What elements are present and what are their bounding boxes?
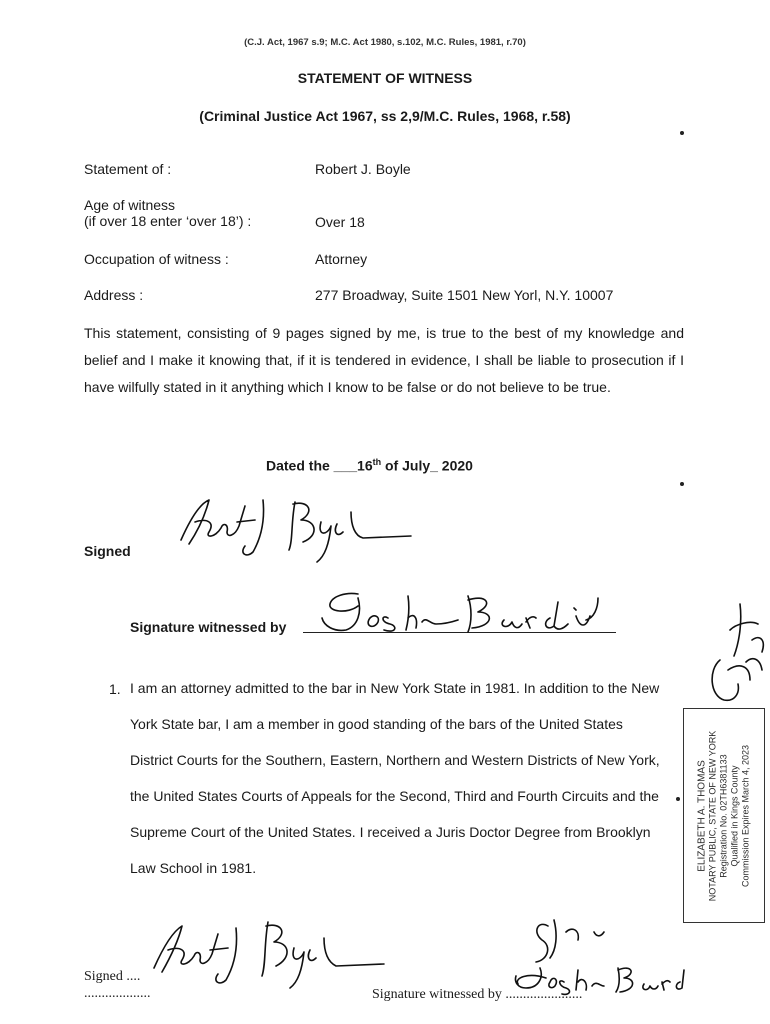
- notary-stamp: [683, 708, 765, 923]
- dated-superscript: th: [372, 457, 382, 467]
- document-title: STATEMENT OF WITNESS: [297, 70, 473, 86]
- footer-dots: ...................: [84, 986, 151, 1001]
- footer-author-signature: [148, 912, 388, 992]
- signed-label: Signed: [84, 543, 131, 559]
- occupation-value: Attorney: [315, 251, 368, 267]
- notary-name: ELIZABETH A. THOMAS: [696, 759, 708, 872]
- ink-dot: [680, 131, 684, 135]
- dated-suffix: of July_ 2020: [381, 457, 473, 474]
- notary-title: NOTARY PUBLIC, STATE OF NEW YORK: [707, 730, 718, 901]
- age-label-line2: (if over 18 enter ‘over 18’) :: [84, 213, 252, 229]
- declaration-paragraph: This statement, consisting of 9 pages signed by me, is true to the best of my knowledge and belief and I make it knowing that, if it is tendered in evidence, I shall be liable to prosecution if I have wilfully stated in it anything which I know to be false or do not believe to be true.: [84, 325, 684, 395]
- document-subtitle: (Criminal Justice Act 1967, ss 2,9/M.C. Rules, 1968, r.58): [199, 108, 571, 124]
- notary-county: Qualified in Kings County: [729, 764, 740, 867]
- ink-dot: [680, 482, 684, 486]
- ink-dot: [676, 797, 680, 801]
- notary-signature: [700, 600, 770, 710]
- footer-signed: Signed ....: [84, 969, 141, 984]
- notary-registration: Registration No. 02TH6381133: [718, 753, 729, 878]
- dated-prefix: Dated the ___16: [266, 457, 373, 474]
- dated-line: [266, 457, 473, 474]
- address-value: 277 Broadway, Suite 1501 New Yorl, N.Y. 10007: [315, 287, 614, 303]
- footer-witness-signature: [508, 912, 688, 992]
- author-signature: [175, 492, 415, 567]
- notary-expires: Commission Expires March 4, 2023: [740, 744, 751, 887]
- age-label-line1: Age of witness: [84, 197, 176, 213]
- footer-witnessed: Signature witnessed by ......................: [372, 987, 583, 1002]
- witnessed-label: Signature witnessed by: [130, 619, 287, 635]
- witness-signature: [318, 588, 608, 638]
- act-reference: (C.J. Act, 1967 s.9; M.C. Act 1980, s.102, M.C. Rules, 1981, r.70): [244, 37, 526, 48]
- item-number: 1.: [109, 681, 121, 697]
- address-label: Address :: [84, 287, 144, 303]
- age-value: Over 18: [315, 214, 365, 230]
- occupation-label: Occupation of witness :: [84, 251, 229, 267]
- statement-of-value: Robert J. Boyle: [315, 161, 411, 177]
- item-paragraph: I am an attorney admitted to the bar in New York State in 1981. In addition to the New York State bar, I am a member in good standing of the bars of the United States District Courts for the Southern, Eastern, Northern and Western Districts of New York, the United States Courts of Appeals for the Second, Third and Fourth Circuits and the Supreme Court of the United States. I received a Juris Doctor Degree from Brooklyn Law School in 1981.: [130, 680, 660, 876]
- statement-of-label: Statement of :: [84, 161, 172, 177]
